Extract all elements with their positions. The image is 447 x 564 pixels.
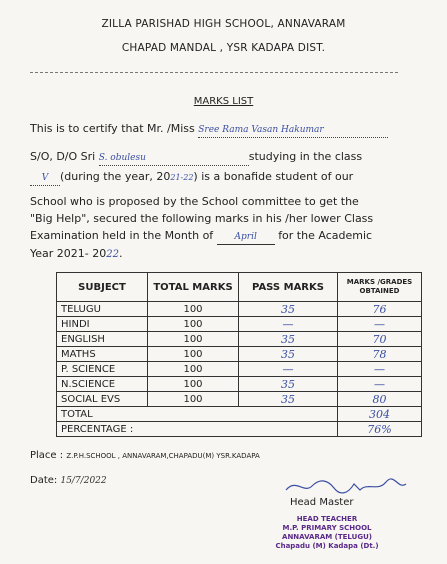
pass-cell: 35 <box>239 347 338 362</box>
school-address: CHAPAD MANDAL , YSR KADAPA DIST. <box>121 42 326 54</box>
subject-cell: ENGLISH <box>57 332 148 347</box>
date-label: Date: <box>30 475 58 486</box>
line7-suffix: . <box>118 247 123 260</box>
line2-prefix: S/O, D/O Sri <box>30 150 96 163</box>
certificate-line-5: "Big Help", secured the following marks in his /her lower Class <box>30 212 374 225</box>
total-cell: 100 <box>148 332 239 347</box>
total-cell: 100 <box>148 347 239 362</box>
total-label: TOTAL <box>57 407 338 422</box>
certificate-line-2 <box>30 150 362 166</box>
obtained-cell: — <box>338 362 422 377</box>
subject-cell: SOCIAL EVS <box>57 392 148 407</box>
class-value: V <box>30 172 60 186</box>
total-cell: 100 <box>148 362 239 377</box>
place-label: Place : <box>30 450 64 461</box>
obtained-cell: — <box>338 317 422 332</box>
father-name: S. obulesu <box>99 152 249 166</box>
line1-prefix: This is to certify that Mr. /Miss <box>30 122 195 135</box>
place-line <box>30 449 260 463</box>
pass-cell: 35 <box>239 332 338 347</box>
subject-cell: N.SCIENCE <box>57 377 148 392</box>
header-marks-obtained: MARKS /GRADES OBTAINED <box>338 273 422 302</box>
percentage-label: PERCENTAGE : <box>57 422 338 437</box>
header-pass-marks: PASS MARKS <box>239 273 338 302</box>
stamp-line-4: Chapadu (M) Kadapa (Dt.) <box>275 542 379 550</box>
obtained-cell: 70 <box>338 332 422 347</box>
total-cell: 100 <box>148 377 239 392</box>
stamp-line-1: HEAD TEACHER <box>296 515 358 523</box>
line7-prefix: Year 2021- 20 <box>30 247 107 260</box>
school-name: ZILLA PARISHAD HIGH SCHOOL, ANNAVARAM <box>101 18 346 30</box>
certificate-line-3 <box>30 170 353 186</box>
stamp-line-3: ANNAVARAM (TELUGU) <box>282 533 372 541</box>
table-row <box>57 392 422 407</box>
line3-suffix: (during the year, 20 <box>60 170 171 183</box>
subject-cell: MATHS <box>57 347 148 362</box>
stamp-line-2: M.P. PRIMARY SCHOOL <box>282 524 372 532</box>
line6-suffix: for the Academic <box>278 229 373 242</box>
student-name: Sree Rama Vasan Hakumar <box>198 124 388 138</box>
subject-cell: HINDI <box>57 317 148 332</box>
document-title: MARKS LIST <box>193 96 254 107</box>
date-line <box>30 474 107 488</box>
subject-cell: TELUGU <box>57 302 148 317</box>
total-cell: 100 <box>148 392 239 407</box>
month-value: April <box>217 231 275 245</box>
table-row <box>57 347 422 362</box>
pass-cell: 35 <box>239 377 338 392</box>
certificate-line-6 <box>30 229 372 245</box>
year-end-value: 22 <box>106 249 119 260</box>
subject-cell: P. SCIENCE <box>57 362 148 377</box>
marks-table <box>56 272 422 437</box>
header-subject: SUBJECT <box>57 273 148 302</box>
header-total-marks: TOTAL MARKS <box>148 273 239 302</box>
line3-end: ) is a bonafide student of our <box>193 170 354 183</box>
line2-suffix: studying in the class <box>248 150 363 163</box>
total-row <box>57 407 422 422</box>
certificate-line-4: School who is proposed by the School committee to get the <box>30 195 359 208</box>
pass-cell: 35 <box>239 392 338 407</box>
obtained-cell: — <box>338 377 422 392</box>
total-value: 304 <box>338 407 422 422</box>
obtained-cell: 80 <box>338 392 422 407</box>
total-cell: 100 <box>148 302 239 317</box>
header-divider <box>30 72 398 73</box>
certificate-line-7 <box>30 247 122 261</box>
pass-cell: 35 <box>239 302 338 317</box>
table-row <box>57 362 422 377</box>
table-header-row <box>57 273 422 302</box>
table-row <box>57 377 422 392</box>
headmaster-signature <box>282 474 412 498</box>
headmaster-title: Head Master <box>290 497 354 508</box>
date-value: 15/7/2022 <box>60 476 107 486</box>
total-cell: 100 <box>148 317 239 332</box>
percentage-row <box>57 422 422 437</box>
year-value: 21-22 <box>170 173 194 182</box>
obtained-cell: 76 <box>338 302 422 317</box>
table-row <box>57 332 422 347</box>
pass-cell: — <box>239 317 338 332</box>
obtained-cell: 78 <box>338 347 422 362</box>
line6-prefix: Examination held in the Month of <box>30 229 214 242</box>
certificate-line-1 <box>30 122 388 138</box>
place-value: Z.P.H.SCHOOL , ANNAVARAM,CHAPADU(M) YSR.KADAPA <box>66 452 260 460</box>
table-row <box>57 302 422 317</box>
school-stamp <box>262 515 392 551</box>
pass-cell: — <box>239 362 338 377</box>
table-row <box>57 317 422 332</box>
percentage-value: 76% <box>338 422 422 437</box>
